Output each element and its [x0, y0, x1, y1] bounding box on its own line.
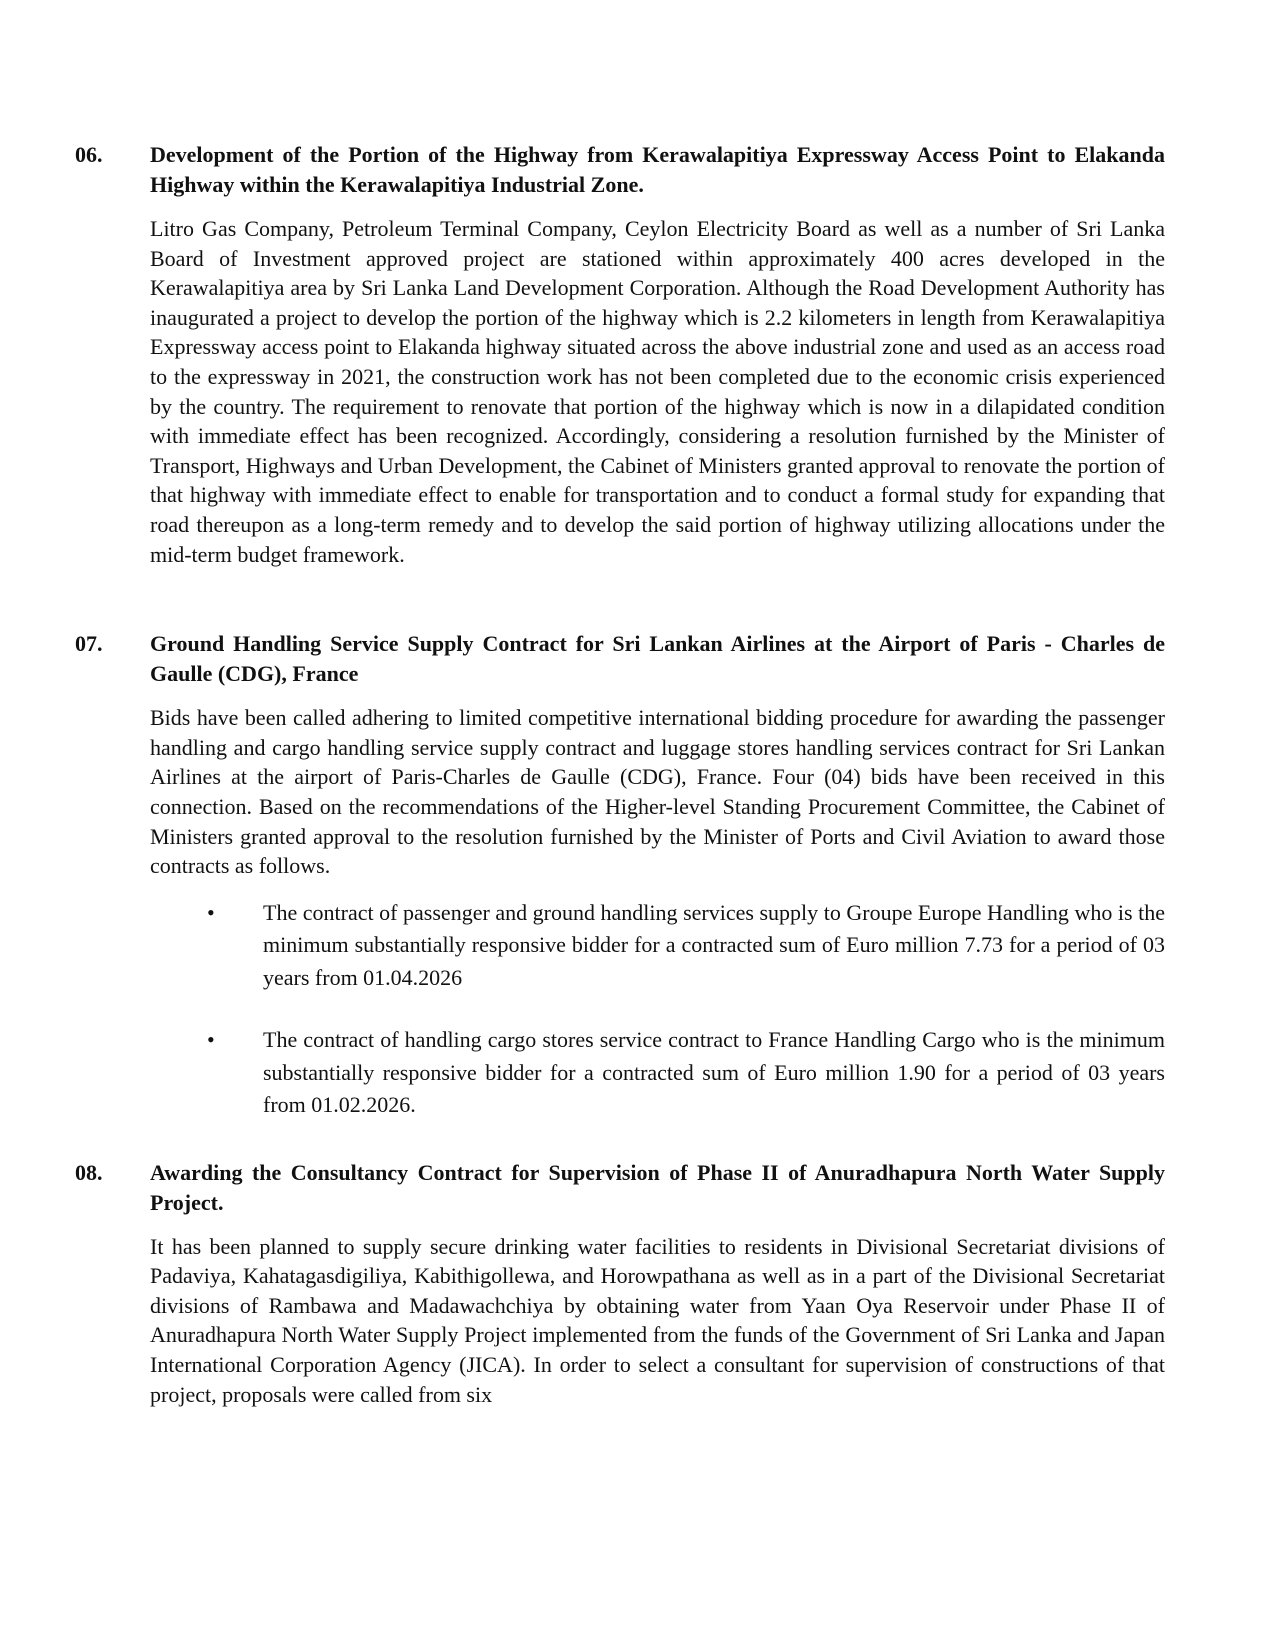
bullet-list [75, 897, 1165, 1122]
section-title: Development of the Portion of the Highway from Kerawalapitiya Expressway Access Point to Elakanda Highway within the Kerawalapitiya Industrial Zone. [150, 142, 1165, 197]
bullet-item [207, 1024, 1165, 1122]
section-07 [75, 629, 1165, 1122]
bullet-dot-icon: • [207, 899, 215, 925]
bullet-text: The contract of handling cargo stores service contract to France Handling Cargo who is the minimum substantially responsive bidder for a contracted sum of Euro million 1.90 for a period of 03 years from 01.02.2026. [263, 1027, 1165, 1118]
bullet-dot-icon: • [207, 1027, 215, 1053]
section-number: 06. [75, 142, 103, 167]
section-06 [75, 140, 1165, 569]
section-title: Ground Handling Service Supply Contract for Sri Lankan Airlines at the Airport of Paris - Charles de Gaulle (CDG), France [150, 631, 1165, 687]
section-08 [75, 1158, 1165, 1410]
section-number: 07. [75, 631, 103, 657]
section-body: Bids have been called adhering to limited competitive international bidding procedure for awarding the passenger handling and cargo handling service supply contract and luggage stores handling services contract for Sri Lankan Airlines at the airport of Paris-Charles de Gaulle (CDG), France. Four (04) bids have been received in this connection. Based on the recommendations of the Higher-level Standing Procurement Committee, the Cabinet of Ministers granted approval to the resolution furnished by the Minister of Ports and Civil Aviation to award those contracts as follows. [150, 705, 1165, 879]
document-page [75, 140, 1165, 1409]
section-body: It has been planned to supply secure drinking water facilities to residents in Divisional Secretariat divisions of Padaviya, Kahatagasdigiliya, Kabithigollewa, and Horowpathana as well as in a part of the Divisional Secretariat divisions of Rambawa and Madawachchiya by obtaining water from Yaan Oya Reservoir under Phase II of Anuradhapura North Water Supply Project implemented from the funds of the Government of Sri Lanka and Japan International Corporation Agency (JICA). In order to select a consultant for supervision of constructions of that project, proposals were called from six [150, 1233, 1165, 1407]
bullet-text: The contract of passenger and ground handling services supply to Groupe Europe Handling who is the minimum substantially responsive bidder for a contracted sum of Euro million 7.73 for a period of 03 years from 01.04.2026 [263, 899, 1165, 990]
section-number: 08. [75, 1159, 103, 1185]
section-body: Litro Gas Company, Petroleum Terminal Company, Ceylon Electricity Board as well as a number of Sri Lanka Board of Investment approved project are stationed within approximately 400 acres developed in the Kerawalapitiya area by Sri Lanka Land Development Corporation. Although the Road Development Authority has inaugurated a project to develop the portion of the highway which is 2.2 kilometers in length from Kerawalapitiya Expressway access point to Elakanda highway situated across the above industrial zone and used as an access road to the expressway in 2021, the construction work has not been completed due to the economic crisis experienced by the country. The requirement to renovate that portion of the highway which is now in a dilapidated condition with immediate effect has been recognized. Accordingly, considering a resolution furnished by the Minister of Transport, Highways and Urban Development, the Cabinet of Ministers granted approval to renovate the portion of that highway with immediate effect to enable for transportation and to conduct a formal study for expanding that road thereupon as a long-term remedy and to develop the said portion of highway utilizing allocations under the mid-term budget framework. [150, 216, 1165, 567]
bullet-item [207, 897, 1165, 995]
section-title: Awarding the Consultancy Contract for Supervision of Phase II of Anuradhapura North Water Supply Project. [150, 1159, 1165, 1215]
